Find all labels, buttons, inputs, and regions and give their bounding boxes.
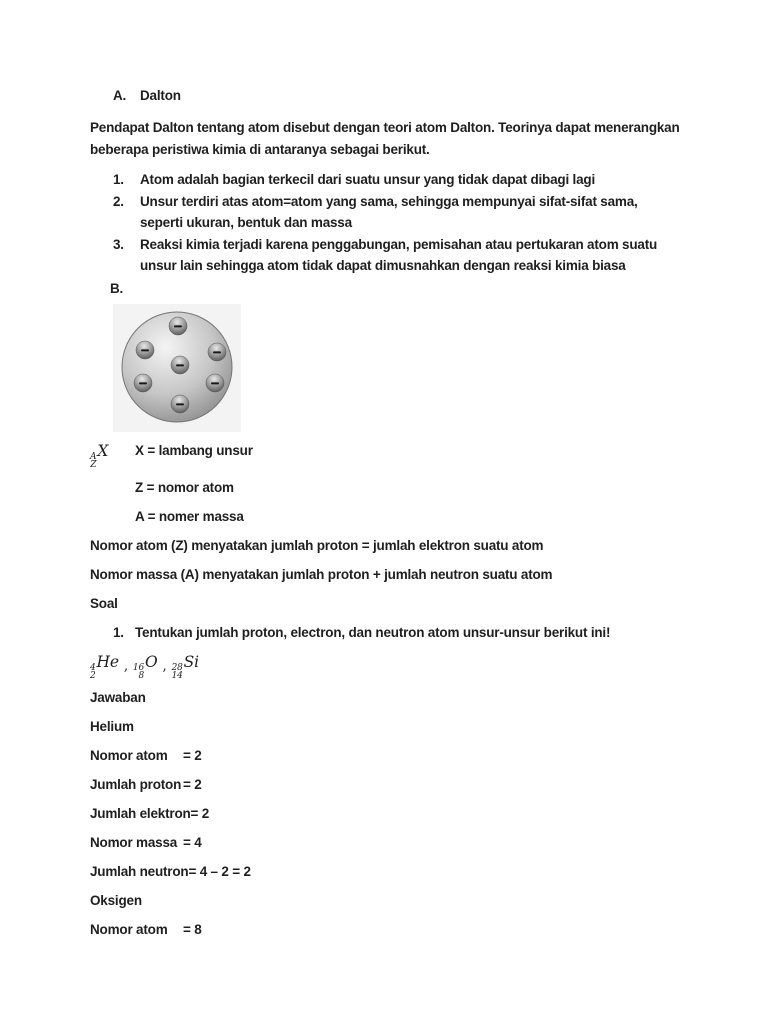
list-item-text: Unsur terdiri atas atom=atom yang sama, sehingga mempunyai sifat-sifat sama, seperti ukuran, bentuk dan massa <box>140 193 638 230</box>
soal-item <box>113 623 706 643</box>
electron-icon <box>136 341 154 359</box>
section-a-label: A. <box>113 88 127 103</box>
mass-number: 16 <box>132 662 144 673</box>
soal-heading: Soal <box>90 595 118 611</box>
mass-number: 28 <box>171 662 183 673</box>
mass-number: 4 <box>90 662 96 673</box>
list-item-number: 1. <box>113 172 124 187</box>
isotope-oxygen <box>133 652 158 680</box>
answer-value: = 4 – 2 = 2 <box>188 863 251 879</box>
answer-row <box>90 746 706 766</box>
atomic-number: 14 <box>171 670 183 681</box>
helium-heading: Helium <box>90 718 134 734</box>
isotope-helium <box>90 652 119 680</box>
mass-number-symbol: A <box>90 451 97 462</box>
soal-item-number: 1. <box>113 624 124 640</box>
separator: , <box>162 657 167 674</box>
element-symbol: O <box>144 652 158 671</box>
atomic-number: 2 <box>90 670 96 681</box>
answer-row <box>90 833 706 853</box>
answer-label: Nomor atom <box>90 921 168 937</box>
nomor-massa-statement: Nomor massa (A) menyatakan jumlah proton + jumlah neutron suatu atom <box>90 566 553 582</box>
answer-value: = 2 <box>190 805 210 821</box>
oksigen-heading: Oksigen <box>90 892 142 908</box>
electron-icon <box>208 343 226 361</box>
electron-icon <box>169 317 187 335</box>
atomic-number-symbol: Z <box>90 459 97 470</box>
section-a-heading <box>113 86 706 106</box>
legend-z: Z = nomor atom <box>135 479 234 495</box>
dalton-theory-list <box>90 169 706 277</box>
element-symbol: He <box>96 652 119 671</box>
nomor-atom-statement: Nomor atom (Z) menyatakan jumlah proton = jumlah elektron suatu atom <box>90 537 544 553</box>
answer-row <box>90 862 706 882</box>
answer-value: = 2 <box>183 747 202 763</box>
soal-item-text: Tentukan jumlah proton, electron, dan neutron atom unsur-unsur berikut ini! <box>135 624 611 640</box>
legend-x: X = lambang unsur <box>135 442 253 458</box>
answer-label: Nomor atom <box>90 747 168 763</box>
jawaban-heading: Jawaban <box>90 689 146 705</box>
list-item <box>113 169 706 191</box>
isotope-silicon <box>172 652 199 680</box>
section-a-title: Dalton <box>140 88 181 103</box>
section-b-label: B. <box>110 280 124 296</box>
answer-row <box>90 804 706 824</box>
element-symbol: Si <box>183 652 199 671</box>
list-item-number: 2. <box>113 193 124 209</box>
electron-icon <box>171 356 189 374</box>
answer-row <box>90 920 706 940</box>
electron-icon <box>134 374 152 392</box>
answer-row <box>90 775 706 795</box>
isotope-list <box>90 652 706 680</box>
answer-value: = 2 <box>183 776 202 792</box>
atom-model-figure <box>113 304 241 432</box>
list-item-text: Atom adalah bagian terkecil dari suatu unsur yang tidak dapat dibagi lagi <box>140 172 595 187</box>
legend-a: A = nomer massa <box>135 508 244 524</box>
list-item-number: 3. <box>113 236 124 252</box>
nuclide-notation <box>90 441 135 469</box>
electron-icon <box>206 374 224 392</box>
element-symbol: X <box>97 441 109 460</box>
list-item <box>113 191 706 234</box>
atom-model-image <box>113 304 241 432</box>
atomic-number: 8 <box>138 670 144 681</box>
answer-value: = 8 <box>183 921 202 937</box>
intro-paragraph: Pendapat Dalton tentang atom disebut dengan teori atom Dalton. Teorinya dapat menerangkan beberapa peristiwa kimia di antaranya sebagai berikut. <box>90 120 680 157</box>
answer-label: Nomor massa <box>90 834 178 850</box>
electron-icon <box>171 395 189 413</box>
answer-value: = 4 <box>183 834 202 850</box>
list-item <box>113 234 706 277</box>
nuclide-notation-row <box>90 441 706 469</box>
separator: , <box>123 657 128 674</box>
list-item-text: Reaksi kimia terjadi karena penggabungan, pemisahan atau pertukaran atom suatu unsur lain sehingga atom tidak dapat dimusnahkan dengan reaksi kimia biasa <box>140 236 658 273</box>
answer-label: Jumlah neutron <box>90 863 189 879</box>
answer-label: Jumlah elektron <box>90 805 191 821</box>
answer-label: Jumlah proton <box>90 776 182 792</box>
